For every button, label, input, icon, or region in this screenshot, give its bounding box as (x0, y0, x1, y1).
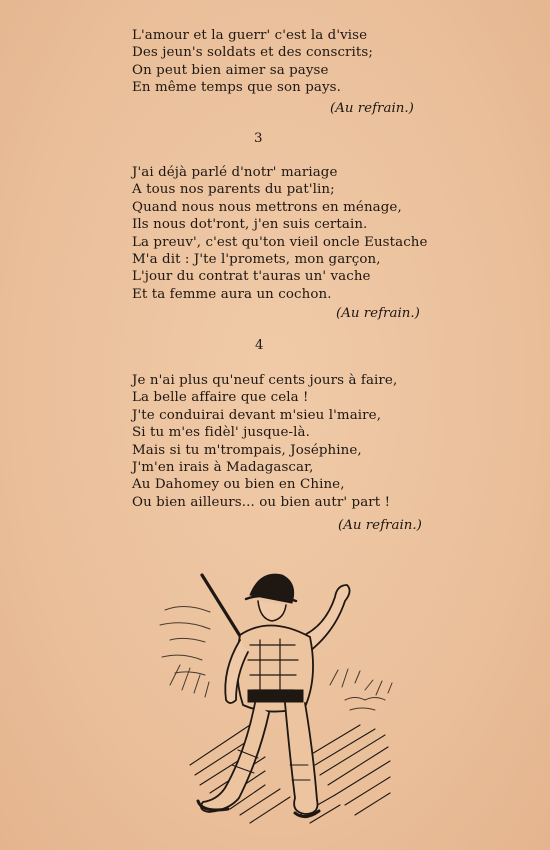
refrain-marker (336, 306, 420, 321)
verse-line: La preuv', c'est qu'ton vieil oncle Eustache (132, 234, 428, 250)
verse-line: Au Dahomey ou bien en Chine, (132, 477, 345, 493)
verse-line: La belle affaire que cela ! (132, 390, 309, 406)
verse-line: J'm'en irais à Madagascar, (132, 460, 314, 476)
verse-line: A tous nos parents du pat'lin; (132, 182, 335, 198)
verse-line: On peut bien aimer sa payse (132, 62, 329, 78)
verse-line: L'jour du contrat t'auras un' vache (132, 269, 371, 285)
stanza-number: 3 (254, 131, 263, 146)
stanza-number: 4 (255, 338, 264, 353)
verse-line: M'a dit : J'te l'promets, mon garçon, (132, 252, 381, 268)
verse-line: J'te conduirai devant m'sieu l'maire, (132, 407, 382, 423)
verse-line: L'amour et la guerr' c'est la d'vise (132, 28, 368, 43)
refrain-marker (330, 101, 414, 116)
verse-line: Des jeun's soldats et des conscrits; (132, 45, 373, 61)
verse-line: En même temps que son pays. (132, 80, 341, 96)
verse-line: Ils nous dot'ront, j'en suis certain. (132, 217, 368, 233)
verse-line: Mais si tu m'trompais, Joséphine, (132, 442, 362, 458)
soldier-illustration-icon (150, 565, 410, 845)
refrain-text: (Au refrain.) (338, 518, 422, 533)
verse-line: Je n'ai plus qu'neuf cents jours à faire, (132, 373, 398, 388)
stanza-2-end (132, 27, 373, 97)
refrain-marker (338, 518, 422, 533)
verse-line: Et ta femme aura un cochon. (132, 286, 332, 302)
verse-line: Ou bien ailleurs... ou bien autr' part ! (132, 494, 391, 510)
refrain-text: (Au refrain.) (336, 306, 420, 321)
stanza-3 (132, 164, 428, 303)
refrain-text: (Au refrain.) (330, 101, 414, 116)
verse-line: Si tu m'es fidèl' jusque-là. (132, 425, 310, 441)
verse-line: J'ai déjà parlé d'notr' mariage (132, 165, 338, 180)
verse-line: Quand nous nous mettrons en ménage, (132, 199, 402, 215)
stanza-4 (132, 372, 397, 511)
